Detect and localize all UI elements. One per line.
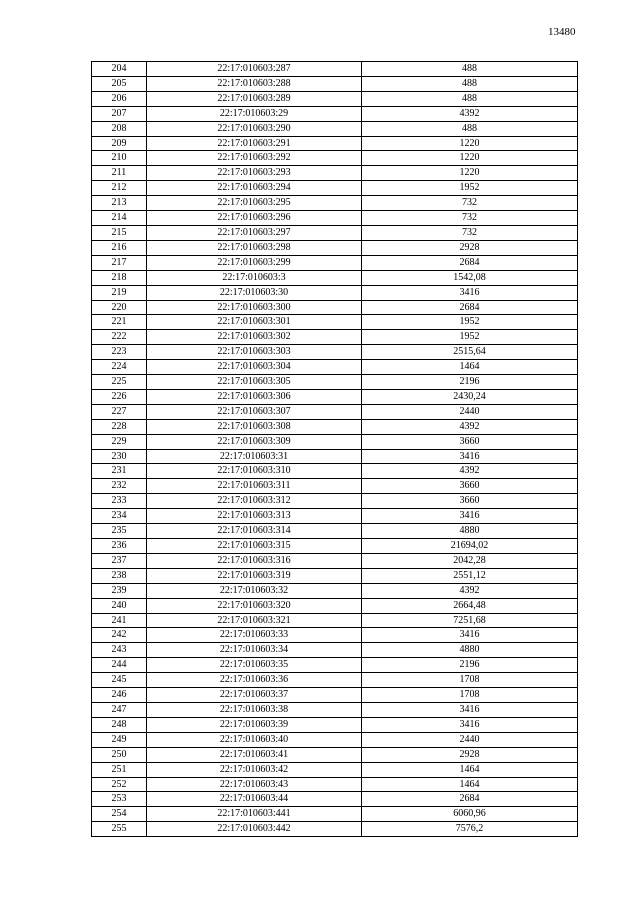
table-body: [92, 62, 578, 837]
row-number-cell: 216: [92, 240, 147, 255]
cadastral-number-cell: 22:17:010603:311: [147, 479, 362, 494]
table-row: [92, 449, 578, 464]
row-number-cell: 238: [92, 568, 147, 583]
cadastral-number-cell: 22:17:010603:308: [147, 419, 362, 434]
row-number-cell: 226: [92, 389, 147, 404]
row-number-cell: 240: [92, 598, 147, 613]
area-value-cell: 1952: [362, 330, 578, 345]
area-value-cell: 3416: [362, 449, 578, 464]
row-number-cell: 218: [92, 270, 147, 285]
row-number-cell: 207: [92, 106, 147, 121]
cadastral-table: [91, 61, 578, 837]
row-number-cell: 247: [92, 702, 147, 717]
row-number-cell: 211: [92, 166, 147, 181]
area-value-cell: 488: [362, 121, 578, 136]
row-number-cell: 206: [92, 91, 147, 106]
row-number-cell: 204: [92, 62, 147, 77]
cadastral-number-cell: 22:17:010603:42: [147, 762, 362, 777]
area-value-cell: 2515,64: [362, 345, 578, 360]
table-row: [92, 196, 578, 211]
row-number-cell: 228: [92, 419, 147, 434]
cadastral-number-cell: 22:17:010603:302: [147, 330, 362, 345]
table-row: [92, 658, 578, 673]
area-value-cell: 2196: [362, 375, 578, 390]
row-number-cell: 242: [92, 628, 147, 643]
area-value-cell: 488: [362, 91, 578, 106]
cadastral-number-cell: 22:17:010603:307: [147, 404, 362, 419]
area-value-cell: 2928: [362, 747, 578, 762]
cadastral-number-cell: 22:17:010603:295: [147, 196, 362, 211]
row-number-cell: 234: [92, 509, 147, 524]
row-number-cell: 250: [92, 747, 147, 762]
row-number-cell: 233: [92, 494, 147, 509]
area-value-cell: 2430,24: [362, 389, 578, 404]
table-row: [92, 404, 578, 419]
cadastral-number-cell: 22:17:010603:316: [147, 553, 362, 568]
cadastral-number-cell: 22:17:010603:305: [147, 375, 362, 390]
row-number-cell: 243: [92, 643, 147, 658]
area-value-cell: 2684: [362, 300, 578, 315]
table-row: [92, 136, 578, 151]
table-row: [92, 553, 578, 568]
cadastral-number-cell: 22:17:010603:314: [147, 524, 362, 539]
row-number-cell: 248: [92, 717, 147, 732]
area-value-cell: 2042,28: [362, 553, 578, 568]
area-value-cell: 2664,48: [362, 598, 578, 613]
row-number-cell: 239: [92, 583, 147, 598]
area-value-cell: 732: [362, 211, 578, 226]
row-number-cell: 219: [92, 285, 147, 300]
cadastral-number-cell: 22:17:010603:294: [147, 181, 362, 196]
area-value-cell: 1220: [362, 136, 578, 151]
table-row: [92, 240, 578, 255]
row-number-cell: 214: [92, 211, 147, 226]
area-value-cell: 1542,08: [362, 270, 578, 285]
row-number-cell: 252: [92, 777, 147, 792]
cadastral-number-cell: 22:17:010603:309: [147, 434, 362, 449]
area-value-cell: 3416: [362, 717, 578, 732]
table-row: [92, 777, 578, 792]
cadastral-number-cell: 22:17:010603:301: [147, 315, 362, 330]
row-number-cell: 245: [92, 673, 147, 688]
cadastral-number-cell: 22:17:010603:289: [147, 91, 362, 106]
cadastral-number-cell: 22:17:010603:32: [147, 583, 362, 598]
cadastral-number-cell: 22:17:010603:303: [147, 345, 362, 360]
area-value-cell: 1220: [362, 166, 578, 181]
row-number-cell: 254: [92, 807, 147, 822]
row-number-cell: 237: [92, 553, 147, 568]
table-row: [92, 166, 578, 181]
area-value-cell: 4392: [362, 106, 578, 121]
table-row: [92, 106, 578, 121]
row-number-cell: 244: [92, 658, 147, 673]
table-row: [92, 673, 578, 688]
area-value-cell: 1464: [362, 777, 578, 792]
row-number-cell: 225: [92, 375, 147, 390]
cadastral-number-cell: 22:17:010603:288: [147, 76, 362, 91]
area-value-cell: 1952: [362, 315, 578, 330]
table-row: [92, 539, 578, 554]
table-row: [92, 643, 578, 658]
table-row: [92, 211, 578, 226]
row-number-cell: 213: [92, 196, 147, 211]
cadastral-number-cell: 22:17:010603:31: [147, 449, 362, 464]
area-value-cell: 2684: [362, 255, 578, 270]
cadastral-number-cell: 22:17:010603:306: [147, 389, 362, 404]
area-value-cell: 6060,96: [362, 807, 578, 822]
table-row: [92, 330, 578, 345]
row-number-cell: 227: [92, 404, 147, 419]
area-value-cell: 2440: [362, 404, 578, 419]
cadastral-number-cell: 22:17:010603:290: [147, 121, 362, 136]
row-number-cell: 232: [92, 479, 147, 494]
row-number-cell: 236: [92, 539, 147, 554]
area-value-cell: 3416: [362, 702, 578, 717]
cadastral-number-cell: 22:17:010603:442: [147, 822, 362, 837]
cadastral-number-cell: 22:17:010603:29: [147, 106, 362, 121]
table-row: [92, 479, 578, 494]
area-value-cell: 3416: [362, 628, 578, 643]
cadastral-number-cell: 22:17:010603:300: [147, 300, 362, 315]
table-row: [92, 76, 578, 91]
table-row: [92, 598, 578, 613]
area-value-cell: 3660: [362, 494, 578, 509]
area-value-cell: 488: [362, 62, 578, 77]
row-number-cell: 220: [92, 300, 147, 315]
table-row: [92, 181, 578, 196]
table-row: [92, 464, 578, 479]
cadastral-number-cell: 22:17:010603:44: [147, 792, 362, 807]
area-value-cell: 1464: [362, 360, 578, 375]
row-number-cell: 209: [92, 136, 147, 151]
cadastral-number-cell: 22:17:010603:287: [147, 62, 362, 77]
area-value-cell: 732: [362, 225, 578, 240]
cadastral-number-cell: 22:17:010603:34: [147, 643, 362, 658]
table-row: [92, 315, 578, 330]
row-number-cell: 215: [92, 225, 147, 240]
table-row: [92, 285, 578, 300]
area-value-cell: 2440: [362, 732, 578, 747]
row-number-cell: 222: [92, 330, 147, 345]
table-row: [92, 762, 578, 777]
row-number-cell: 217: [92, 255, 147, 270]
area-value-cell: 4392: [362, 464, 578, 479]
cadastral-number-cell: 22:17:010603:30: [147, 285, 362, 300]
table-row: [92, 419, 578, 434]
table-row: [92, 360, 578, 375]
cadastral-number-cell: 22:17:010603:319: [147, 568, 362, 583]
cadastral-number-cell: 22:17:010603:296: [147, 211, 362, 226]
area-value-cell: 488: [362, 76, 578, 91]
table-row: [92, 345, 578, 360]
cadastral-number-cell: 22:17:010603:33: [147, 628, 362, 643]
table-row: [92, 151, 578, 166]
area-value-cell: 3416: [362, 509, 578, 524]
cadastral-number-cell: 22:17:010603:315: [147, 539, 362, 554]
table-row: [92, 747, 578, 762]
row-number-cell: 251: [92, 762, 147, 777]
row-number-cell: 235: [92, 524, 147, 539]
cadastral-number-cell: 22:17:010603:299: [147, 255, 362, 270]
area-value-cell: 1464: [362, 762, 578, 777]
row-number-cell: 229: [92, 434, 147, 449]
table-row: [92, 300, 578, 315]
cadastral-number-cell: 22:17:010603:36: [147, 673, 362, 688]
cadastral-number-cell: 22:17:010603:304: [147, 360, 362, 375]
area-value-cell: 2551,12: [362, 568, 578, 583]
cadastral-number-cell: 22:17:010603:320: [147, 598, 362, 613]
table-row: [92, 628, 578, 643]
cadastral-number-cell: 22:17:010603:441: [147, 807, 362, 822]
cadastral-number-cell: 22:17:010603:291: [147, 136, 362, 151]
table-row: [92, 494, 578, 509]
row-number-cell: 210: [92, 151, 147, 166]
area-value-cell: 3660: [362, 479, 578, 494]
area-value-cell: 3416: [362, 285, 578, 300]
table-row: [92, 524, 578, 539]
row-number-cell: 253: [92, 792, 147, 807]
area-value-cell: 1708: [362, 688, 578, 703]
table-row: [92, 255, 578, 270]
cadastral-number-cell: 22:17:010603:321: [147, 613, 362, 628]
cadastral-number-cell: 22:17:010603:293: [147, 166, 362, 181]
row-number-cell: 249: [92, 732, 147, 747]
cadastral-number-cell: 22:17:010603:313: [147, 509, 362, 524]
area-value-cell: 1952: [362, 181, 578, 196]
table-row: [92, 389, 578, 404]
row-number-cell: 223: [92, 345, 147, 360]
cadastral-number-cell: 22:17:010603:35: [147, 658, 362, 673]
cadastral-number-cell: 22:17:010603:298: [147, 240, 362, 255]
table-row: [92, 717, 578, 732]
row-number-cell: 212: [92, 181, 147, 196]
area-value-cell: 2196: [362, 658, 578, 673]
row-number-cell: 224: [92, 360, 147, 375]
table-row: [92, 509, 578, 524]
area-value-cell: 1220: [362, 151, 578, 166]
table-row: [92, 121, 578, 136]
area-value-cell: 4880: [362, 643, 578, 658]
row-number-cell: 208: [92, 121, 147, 136]
area-value-cell: 1708: [362, 673, 578, 688]
table-row: [92, 225, 578, 240]
area-value-cell: 732: [362, 196, 578, 211]
table-row: [92, 91, 578, 106]
cadastral-number-cell: 22:17:010603:39: [147, 717, 362, 732]
table-row: [92, 702, 578, 717]
area-value-cell: 4880: [362, 524, 578, 539]
cadastral-number-cell: 22:17:010603:41: [147, 747, 362, 762]
table-row: [92, 434, 578, 449]
row-number-cell: 231: [92, 464, 147, 479]
row-number-cell: 246: [92, 688, 147, 703]
table-row: [92, 688, 578, 703]
row-number-cell: 221: [92, 315, 147, 330]
cadastral-number-cell: 22:17:010603:38: [147, 702, 362, 717]
area-value-cell: 4392: [362, 419, 578, 434]
cadastral-number-cell: 22:17:010603:40: [147, 732, 362, 747]
area-value-cell: 7576,2: [362, 822, 578, 837]
cadastral-number-cell: 22:17:010603:297: [147, 225, 362, 240]
table-row: [92, 807, 578, 822]
table-row: [92, 613, 578, 628]
area-value-cell: 7251,68: [362, 613, 578, 628]
cadastral-number-cell: 22:17:010603:312: [147, 494, 362, 509]
area-value-cell: 4392: [362, 583, 578, 598]
cadastral-number-cell: 22:17:010603:43: [147, 777, 362, 792]
area-value-cell: 2684: [362, 792, 578, 807]
table-row: [92, 62, 578, 77]
row-number-cell: 255: [92, 822, 147, 837]
row-number-cell: 205: [92, 76, 147, 91]
cadastral-number-cell: 22:17:010603:310: [147, 464, 362, 479]
area-value-cell: 3660: [362, 434, 578, 449]
cadastral-number-cell: 22:17:010603:3: [147, 270, 362, 285]
table-row: [92, 375, 578, 390]
table-row: [92, 732, 578, 747]
row-number-cell: 230: [92, 449, 147, 464]
table-row: [92, 792, 578, 807]
cadastral-number-cell: 22:17:010603:37: [147, 688, 362, 703]
table-row: [92, 822, 578, 837]
area-value-cell: 2928: [362, 240, 578, 255]
table-row: [92, 270, 578, 285]
cadastral-number-cell: 22:17:010603:292: [147, 151, 362, 166]
area-value-cell: 21694,02: [362, 539, 578, 554]
page-number: 13480: [548, 26, 576, 38]
table-row: [92, 568, 578, 583]
table-row: [92, 583, 578, 598]
row-number-cell: 241: [92, 613, 147, 628]
